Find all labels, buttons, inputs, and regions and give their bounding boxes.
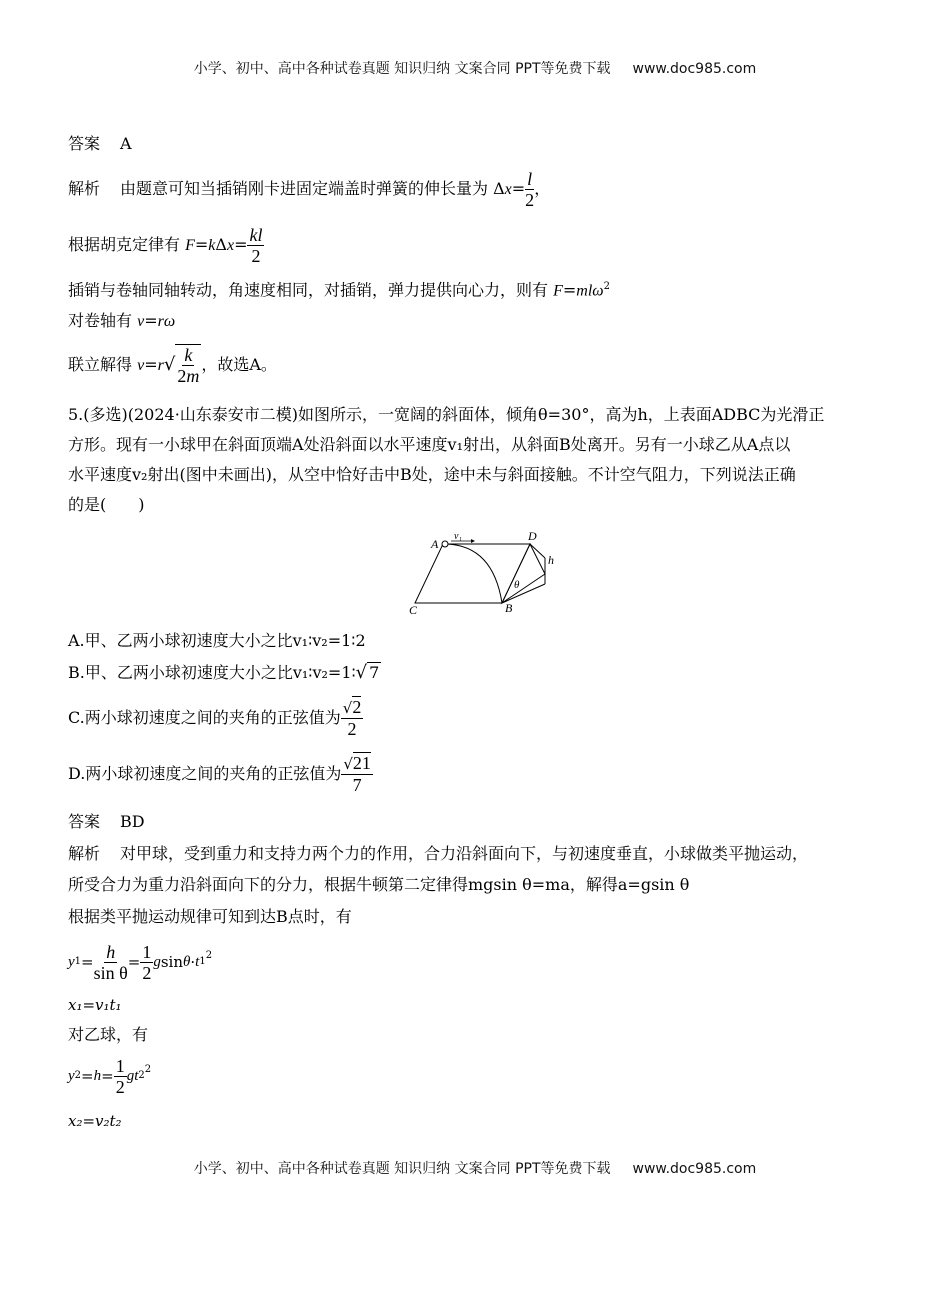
- equation-x2-text: x₂=v₂t₂: [68, 1112, 122, 1130]
- q5-analysis-line5: [68, 1024, 148, 1046]
- equation-x1-text: x₁=v₁t₁: [68, 996, 122, 1014]
- label-theta: θ: [514, 579, 520, 591]
- fraction: $\frac{l}{2}$: [525, 168, 535, 210]
- q5-stem-line: 的是( ): [68, 495, 145, 514]
- option-d-text: D.两小球初速度之间的夹角的正弦值为: [68, 764, 342, 783]
- q4-analysis-line3: 插销与卷轴同轴转动，角速度相同，对插销，弹力提供向心力，则有 F=mlω$^2$: [68, 280, 610, 300]
- option-d-den: 7: [352, 775, 362, 795]
- q4-text-5: 联立解得: [68, 355, 133, 374]
- option-c-text: C.两小球初速度之间的夹角的正弦值为: [68, 708, 341, 727]
- q5-stem-line: 5.(多选)(2024·山东泰安市二模)如图所示，一宽阔的斜面体，倾角θ=30°，高为h，上表面ADBC为光滑正: [68, 405, 825, 424]
- equation-y2: y 2 = h = $\frac{1}{2}$ gt 2 $^2$: [68, 1055, 152, 1097]
- fraction: $\frac{kl}{2}$: [249, 224, 263, 266]
- q4-text-4: 对卷轴有: [68, 311, 133, 330]
- label-D: D: [528, 529, 537, 543]
- q5-analysis-line3: [68, 906, 352, 928]
- option-d-num: 21: [352, 753, 371, 773]
- option-a-text: A.甲、乙两小球初速度大小之比v₁∶v₂=1∶2: [68, 631, 366, 650]
- analysis-label: 解析: [68, 179, 101, 198]
- option-b[interactable]: B.甲、乙两小球初速度大小之比v₁∶v₂=1∶√ 7: [68, 662, 380, 683]
- q5-stem-line: 水平速度v₂射出(图中未画出)，从空中恰好击中B处，途中未与斜面接触。不计空气阻力，下列说法正确: [68, 465, 796, 484]
- equation-y1: y 1 = $\frac{h}{\text{sin θ}}$ = $\frac{1}{2}$ g sin θ · t 1 $^2$: [68, 941, 213, 983]
- sqrt-value: 7: [369, 663, 380, 682]
- incline-figure: [405, 528, 565, 618]
- q4-analysis-line2: 根据胡克定律有 F=kΔx= $\frac{kl}{2}$: [68, 224, 263, 266]
- answer-value: BD: [120, 812, 145, 831]
- page-header: [0, 58, 950, 78]
- q4-text-3: 插销与卷轴同轴转动，角速度相同，对插销，弹力提供向心力，则有: [68, 280, 549, 300]
- q4-analysis-line4: 对卷轴有 v=rω: [68, 311, 176, 330]
- label-v1: v₁: [454, 531, 462, 542]
- option-c-den: 2: [347, 719, 357, 739]
- q5-text-2: 所受合力为重力沿斜面向下的分力，根据牛顿第二定律得mgsin θ=ma，解得a=gsin θ: [68, 875, 690, 894]
- option-d[interactable]: D.两小球初速度之间的夹角的正弦值为 $\frac{√21}{7}$: [68, 753, 371, 795]
- analysis-label: 解析: [68, 844, 101, 863]
- label-C: C: [409, 603, 418, 617]
- q5-text-5: 对乙球，有: [68, 1025, 149, 1044]
- label-B: B: [505, 601, 513, 615]
- q4-analysis-line1: 解析 由题意可知当插销刚卡进固定端盖时弹簧的伸长量为 Δx= $\frac{l}{2}$ ，: [68, 168, 551, 210]
- page-footer: [0, 1158, 950, 1178]
- answer-value: A: [120, 134, 132, 153]
- q4-text-6: ，故选A。: [201, 355, 277, 374]
- q4-answer: [68, 133, 132, 155]
- equation-x1: [68, 994, 122, 1016]
- q4-text-2: 根据胡克定律有: [68, 235, 181, 254]
- option-b-text: B.甲、乙两小球初速度大小之比v₁∶v₂=1∶: [68, 663, 356, 682]
- q5-stem-line: 方形。现有一小球甲在斜面顶端A处沿斜面以水平速度v₁射出，从斜面B处离开。另有一小球乙从A点以: [68, 435, 791, 454]
- equation-x2: [68, 1110, 122, 1132]
- q5-answer: [68, 811, 145, 833]
- label-h: h: [548, 553, 554, 567]
- q4-analysis-line5: 联立解得 v=r √ $\frac{k}{2m}$ ，故选A。: [68, 345, 277, 386]
- q5-text-3: 根据类平抛运动规律可知到达B点时，有: [68, 907, 352, 926]
- answer-label: 答案: [68, 134, 101, 153]
- q5-text-1: 对甲球，受到重力和支持力两个力的作用，合力沿斜面向下，与初速度垂直，小球做类平抛运动，: [120, 844, 809, 863]
- option-c[interactable]: C.两小球初速度之间的夹角的正弦值为 $\frac{√2}{2}$: [68, 697, 362, 739]
- header-site[interactable]: www.doc985.com: [632, 61, 757, 77]
- footer-site[interactable]: www.doc985.com: [632, 1161, 757, 1177]
- footer-text: 小学、初中、高中各种试卷真题 知识归纳 文案合同 PPT等免费下载: [193, 1161, 611, 1177]
- header-text: 小学、初中、高中各种试卷真题 知识归纳 文案合同 PPT等免费下载: [193, 61, 611, 77]
- q5-analysis-line2: [68, 874, 689, 896]
- label-A: A: [431, 537, 439, 551]
- q4-text-1: 由题意可知当插销刚卡进固定端盖时弹簧的伸长量为: [120, 179, 489, 198]
- option-c-num: 2: [352, 697, 362, 717]
- q5-stem: [68, 400, 882, 520]
- q5-analysis-line1: [68, 843, 808, 865]
- option-a[interactable]: [68, 630, 366, 652]
- sqrt-expression: $\frac{k}{2m}$: [177, 345, 200, 386]
- answer-label: 答案: [68, 812, 101, 831]
